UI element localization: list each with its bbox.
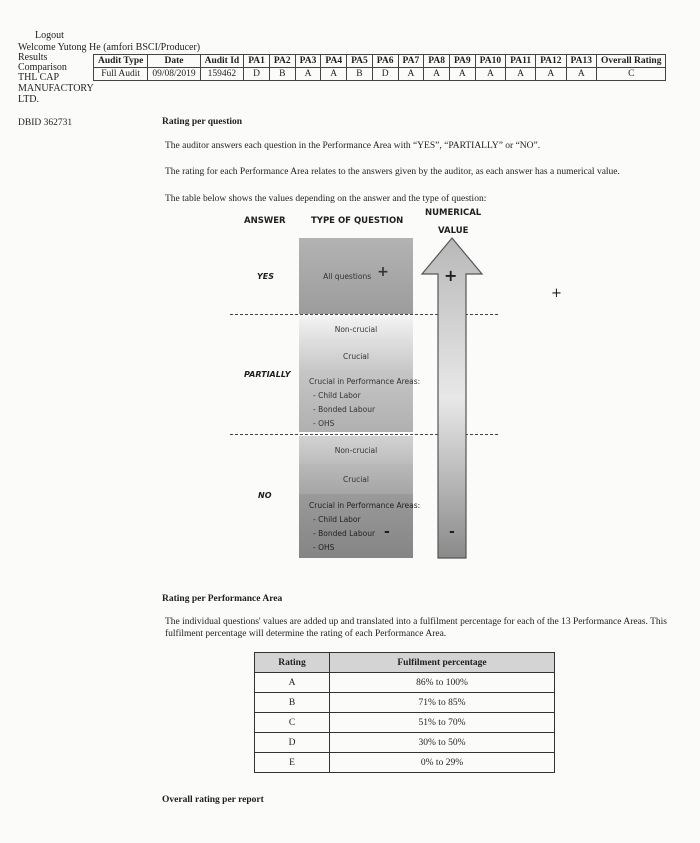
cell-audit-id: 159462 (200, 68, 244, 81)
fulfilment-cell: 71% to 85% (330, 693, 555, 713)
answer-yes-label: YES (257, 272, 275, 281)
fulfilment-cell: 0% to 29% (330, 753, 555, 773)
no-crucial-box (299, 464, 413, 494)
cell-audit-type: Full Audit (94, 68, 148, 81)
cell-pa8: A (424, 68, 450, 81)
section-title-rating-per-pa: Rating per Performance Area (162, 594, 283, 604)
welcome-text: Welcome Yutong He (amfori BSCI/Producer) (18, 42, 201, 53)
rating-cell: C (255, 713, 330, 733)
logout-link[interactable]: Logout (35, 30, 64, 41)
no-crucial-in-pa-text: Crucial in Performance Areas: (309, 501, 421, 510)
no-ohs: - OHS (313, 543, 335, 552)
cell-overall-rating: C (597, 68, 666, 81)
partially-ohs: - OHS (313, 419, 335, 428)
col-pa13: PA13 (566, 55, 596, 68)
cell-pa5: B (347, 68, 373, 81)
cell-date: 09/08/2019 (148, 68, 200, 81)
cell-pa2: B (269, 68, 295, 81)
answer-partially-label: PARTIALLY (244, 370, 291, 379)
rating-cell: B (255, 693, 330, 713)
col-pa10: PA10 (475, 55, 505, 68)
audit-summary-table (93, 54, 666, 81)
company-name-line3: LTD. (18, 94, 40, 105)
paragraph-answers: The auditor answers each question in the Performance Area with “YES”, “PARTIALLY” or “NO”. (165, 141, 541, 151)
cell-pa10: A (475, 68, 505, 81)
fulfilment-cell: 51% to 70% (330, 713, 555, 733)
rating-cell: E (255, 753, 330, 773)
company-name-line2: MANUFACTORY (18, 83, 94, 94)
table-row (255, 693, 555, 713)
partially-bonded-labor: - Bonded Labour (313, 405, 376, 414)
col-answer-label: ANSWER (244, 216, 286, 226)
plus-icon: + (377, 264, 389, 280)
dbid-label: DBID 362731 (18, 118, 73, 128)
comparison-link[interactable]: Comparison (18, 62, 67, 73)
col-pa5: PA5 (347, 55, 373, 68)
table-row (255, 673, 555, 693)
audit-table-row (94, 68, 666, 81)
col-pa12: PA12 (536, 55, 566, 68)
rating-col-header: Rating (255, 653, 330, 673)
fulfilment-col-header: Fulfilment percentage (330, 653, 555, 673)
col-pa4: PA4 (321, 55, 347, 68)
fulfilment-cell: 86% to 100% (330, 673, 555, 693)
col-pa1: PA1 (244, 55, 270, 68)
fulfilment-cell: 30% to 50% (330, 733, 555, 753)
col-pa6: PA6 (372, 55, 398, 68)
all-questions-text: All questions (323, 271, 372, 281)
crucial-text: Crucial (343, 351, 369, 361)
no-child-labor: - Child Labor (313, 515, 361, 524)
table-row (255, 753, 555, 773)
col-date: Date (148, 55, 200, 68)
paragraph-fulfilment: The individual questions' values are added up and translated into a fulfilment percentage for each of the 13 Performance Areas. This fulfilment percentage will determine the rating of each Performance Area. (165, 617, 667, 639)
minus-icon: - (384, 524, 390, 540)
paragraph-rating-relation: The rating for each Performance Area relates to the answers given by the auditor, as each answer has a numerical value. (165, 167, 620, 177)
no-non-crucial-box (299, 436, 413, 464)
company-name-line1: THL CAP (18, 72, 60, 83)
col-type-label: TYPE OF QUESTION (311, 216, 404, 226)
non-crucial-text: Non-crucial (334, 324, 378, 334)
rating-cell: A (255, 673, 330, 693)
col-pa7: PA7 (398, 55, 424, 68)
col-pa2: PA2 (269, 55, 295, 68)
cell-pa13: A (566, 68, 596, 81)
cell-pa1: D (244, 68, 270, 81)
crucial-text: Crucial (343, 474, 369, 484)
partially-crucial-box (299, 342, 413, 370)
col-pa8: PA8 (424, 55, 450, 68)
rating-cell: D (255, 733, 330, 753)
col-value-label-1: NUMERICAL (425, 208, 482, 218)
rating-table-header (255, 653, 555, 673)
col-overall-rating: Overall Rating (597, 55, 666, 68)
col-pa11: PA11 (506, 55, 536, 68)
rating-table (254, 652, 555, 773)
crosshair-mark-icon: + (551, 286, 562, 301)
col-audit-type: Audit Type (94, 55, 148, 68)
partially-crucial-in-pa-text: Crucial in Performance Areas: (309, 377, 421, 386)
paragraph-table-intro: The table below shows the values depending on the answer and the type of question: (165, 194, 487, 204)
cell-pa4: A (321, 68, 347, 81)
cell-pa6: D (372, 68, 398, 81)
col-pa9: PA9 (449, 55, 475, 68)
col-audit-id: Audit Id (200, 55, 244, 68)
partially-child-labor: - Child Labor (313, 391, 361, 400)
cell-pa12: A (536, 68, 566, 81)
section-title-rating-per-question: Rating per question (162, 117, 243, 127)
arrow-plus-icon: + (444, 266, 458, 285)
audit-table-header-row (94, 55, 666, 68)
non-crucial-text: Non-crucial (334, 445, 378, 455)
cell-pa9: A (449, 68, 475, 81)
results-link[interactable]: Results (18, 52, 48, 63)
answer-no-label: NO (258, 491, 272, 500)
col-pa3: PA3 (295, 55, 321, 68)
cell-pa7: A (398, 68, 424, 81)
partially-non-crucial-box (299, 316, 413, 342)
cell-pa11: A (506, 68, 536, 81)
section-title-overall-rating: Overall rating per report (162, 795, 264, 805)
cell-pa3: A (295, 68, 321, 81)
table-row (255, 733, 555, 753)
arrow-minus-icon: - (449, 524, 455, 540)
col-value-label-2: VALUE (438, 226, 469, 236)
table-row (255, 713, 555, 733)
yes-all-questions-box (299, 238, 413, 314)
no-bonded-labor: - Bonded Labour (313, 529, 376, 538)
